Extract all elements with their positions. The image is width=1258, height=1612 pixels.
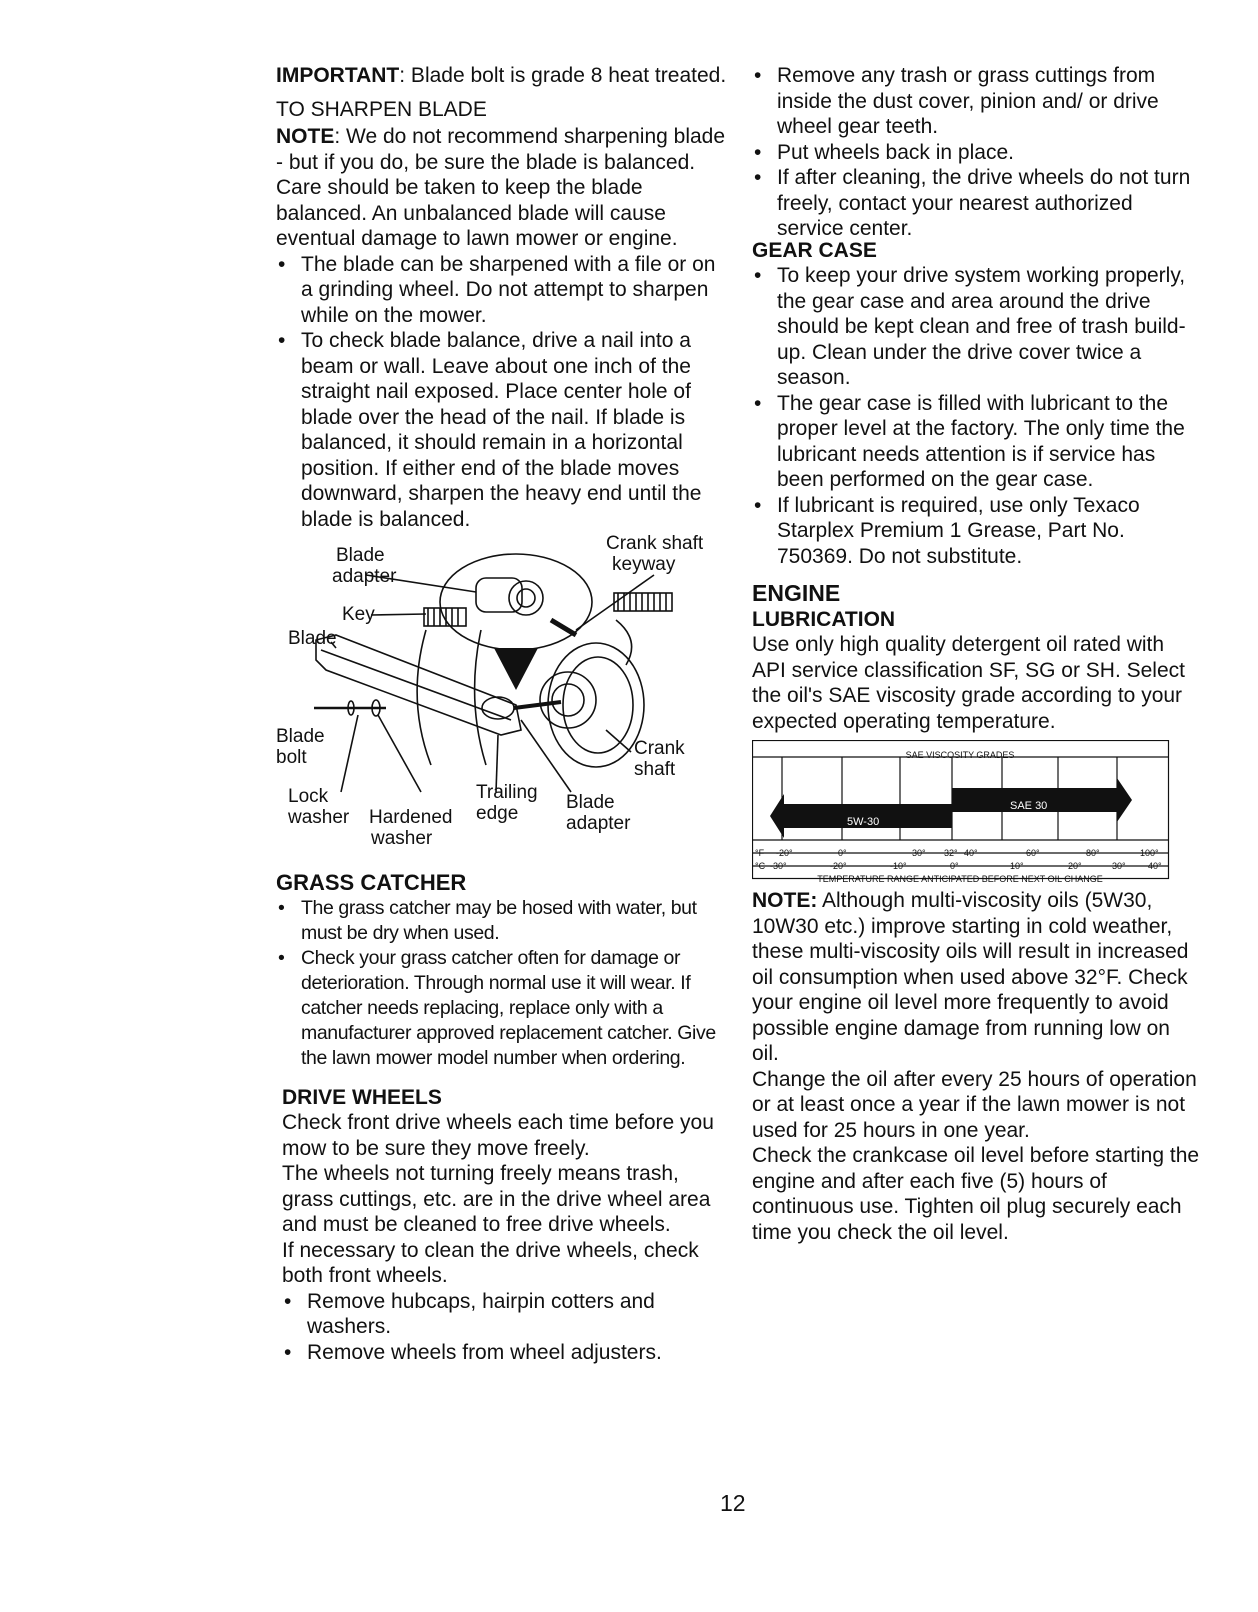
engine-heading: ENGINE (752, 580, 841, 606)
list-item: • The grass catcher may be hosed with water, but must be dry when used. (276, 896, 731, 946)
drive-paragraph-2: The wheels not turning freely means trash, grass cuttings, etc. are in the drive wheel area and must be cleaned to free drive wheels. (282, 1162, 711, 1236)
sae-viscosity-chart (752, 740, 1177, 884)
list-item: • The blade can be sharpened with a file or on a grinding wheel. Do not attempt to sharpen while on the mower. (276, 252, 731, 329)
label-key: Key (342, 604, 375, 625)
drive-paragraph-1: Check front drive wheels each time before you mow to be sure they move freely. (282, 1111, 714, 1160)
note-label: NOTE (276, 125, 335, 148)
sharpen-heading: TO SHARPEN BLADE (276, 97, 487, 121)
5w-30-label: 5W-30 (847, 816, 880, 828)
f-tick: 32° (944, 848, 958, 858)
list-item: • The gear case is filled with lubricant to the proper level at the factory. The only time the lubricant needs attention is if service has been performed on the gear case. (752, 391, 1202, 493)
label-blade-bolt: Blade bolt (276, 726, 325, 768)
list-item: • If lubricant is required, use only Texaco Starplex Premium 1 Grease, Part No. 750369. Do not substitute. (752, 493, 1202, 570)
label-crank-shaft: Crank shaft (634, 738, 685, 780)
sae-30-label: SAE 30 (1010, 800, 1048, 812)
c-tick: 30° (1112, 861, 1126, 871)
f-tick: 40° (964, 848, 978, 858)
c-tick: -20° (830, 861, 847, 871)
list-item: • To check blade balance, drive a nail into a beam or wall. Leave about one inch of the straight nail exposed. Place center hole of blade over the head of the nail. If blade is balanced, it should remain in a horizontal position. If either end of the blade moves downward, sharpen the heavy end until the blade is balanced. (276, 328, 731, 532)
c-tick: 10° (1010, 861, 1024, 871)
c-tick: 0° (950, 861, 959, 871)
c-tick: -30° (770, 861, 787, 871)
f-tick: 80° (1086, 848, 1100, 858)
crankcase-paragraph: Check the crankcase oil level before starting the engine and after each five (5) hours of continuous use. Tighten oil plug securely each time you check the oil level. (752, 1144, 1200, 1244)
drive-paragraph-3: If necessary to clean the drive wheels, check both front wheels. (282, 1238, 699, 1287)
oil-note-label: NOTE: (752, 889, 818, 912)
oil-note-text: Although multi-viscosity oils (5W30, 10W30 etc.) improve starting in cold weather, these multi-viscosity oils will result in increased oil consumption when used above 32°F. Check your engine oil level more frequently to avoid possible engine damage from running low on oil. (752, 889, 1189, 1065)
list-item: • Check your grass catcher often for damage or deterioration. Through normal use it will wear. If catcher needs replacing, replace only with a manufacturer approved replacement catcher. Give the lawn mower model number when ordering. (276, 946, 731, 1071)
c-tick: -10° (890, 861, 907, 871)
gear-case-bullet-list (752, 263, 1202, 569)
list-item: • If after cleaning, the drive wheels do not turn freely, contact your nearest authorized service center. (752, 165, 1202, 242)
lubrication-heading: LUBRICATION (752, 607, 896, 631)
label-blade-adapter-bottom: Blade adapter (566, 792, 631, 834)
important-text: : Blade bolt is grade 8 heat treated. (399, 64, 727, 87)
label-hardened-washer: Hardened washer (369, 807, 453, 849)
c-tick: 40° (1148, 861, 1162, 871)
f-tick: 30° (912, 848, 926, 858)
drive-wheels-heading: DRIVE WHEELS (282, 1085, 442, 1109)
label-blade: Blade (288, 628, 337, 649)
oil-note-paragraph (752, 888, 1202, 1067)
list-item: • Remove any trash or grass cuttings from inside the dust cover, pinion and/ or drive wheel gear teeth. (752, 63, 1202, 140)
f-tick: -20° (776, 848, 793, 858)
lubrication-paragraph: Use only high quality detergent oil rated with API service classification SF, SG or SH. Select the oil's SAE viscosity grade according to your expected operating temperature. (752, 633, 1185, 733)
page-number: 12 (720, 1490, 746, 1516)
drive-bullet-list (282, 1289, 731, 1366)
list-item: • Put wheels back in place. (752, 140, 1202, 166)
list-item: • To keep your drive system working properly, the gear case and area around the drive should be kept clean and free of trash build-up. Clean under the drive cover twice a season. (752, 263, 1202, 391)
left-column (276, 63, 731, 1365)
fahrenheit-unit: °F (755, 848, 765, 858)
chart-footer: TEMPERATURE RANGE ANTICIPATED BEFORE NEXT OIL CHANGE (817, 874, 1103, 884)
sharpen-bullet-list (276, 252, 731, 533)
f-tick: 0° (838, 848, 847, 858)
c-tick: 20° (1068, 861, 1082, 871)
note-paragraph (276, 124, 731, 175)
right-column (752, 63, 1202, 1245)
label-blade-adapter-top: Blade adapter (332, 545, 397, 587)
list-item: • Remove wheels from wheel adjusters. (282, 1340, 731, 1366)
blade-assembly-diagram (276, 530, 731, 870)
f-tick: 60° (1026, 848, 1040, 858)
f-tick: 100° (1140, 848, 1159, 858)
important-paragraph (276, 63, 731, 89)
cleaning-bullet-list (752, 63, 1202, 242)
gear-case-heading: GEAR CASE (752, 238, 877, 262)
label-trailing-edge: Trailing edge (476, 782, 538, 824)
change-oil-paragraph: Change the oil after every 25 hours of operation or at least once a year if the lawn mower is not used for 25 hours in one year. (752, 1067, 1197, 1142)
grass-catcher-heading: GRASS CATCHER (276, 870, 467, 895)
label-lock-washer: Lock washer (288, 786, 350, 828)
chart-title: SAE VISCOSITY GRADES (905, 750, 1015, 760)
important-label: IMPORTANT (276, 64, 400, 87)
celsius-unit: °C (755, 861, 766, 871)
note-text: : We do not recommend sharpening blade - but if you do, be sure the blade is balanced. (276, 125, 726, 174)
list-item: • Remove hubcaps, hairpin cotters and washers. (282, 1289, 731, 1340)
label-crank-shaft-keyway: Crank shaft keyway (606, 533, 704, 575)
care-paragraph: Care should be taken to keep the blade balanced. An unbalanced blade will cause eventual damage to lawn mower or engine. (276, 176, 678, 250)
grass-catcher-bullet-list (276, 896, 731, 1071)
